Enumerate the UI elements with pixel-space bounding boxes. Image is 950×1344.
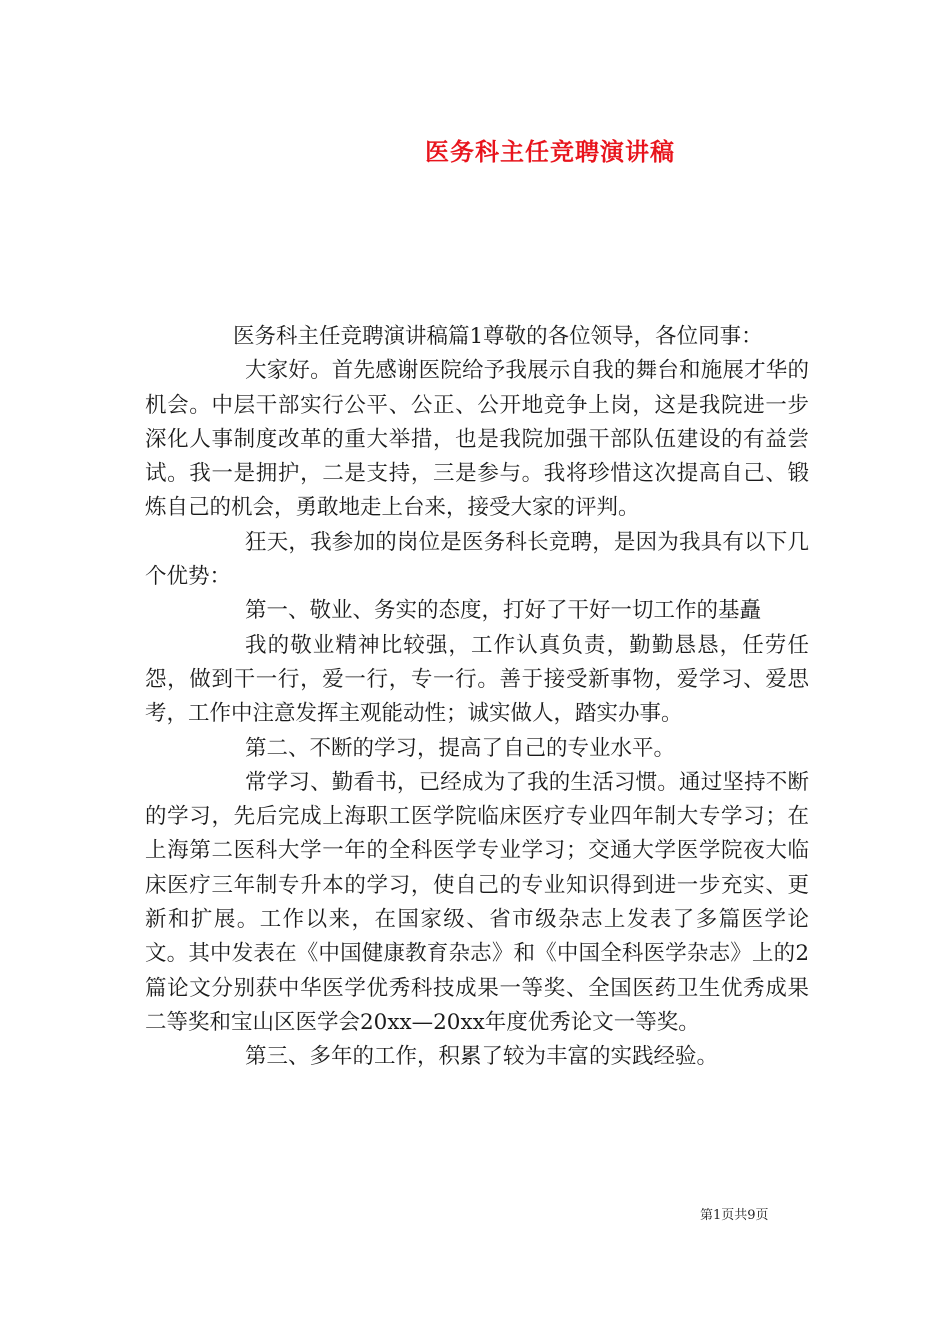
document-body — [145, 320, 809, 1075]
paragraph: 第三、多年的工作，积累了较为丰富的实践经验。 — [245, 1044, 719, 1070]
paragraph: 医务科主任竞聘演讲稿篇1尊敬的各位领导，各位同事： — [233, 324, 763, 349]
paragraph: 我的敬业精神比较强，工作认真负责，勤勤恳恳，任劳任怨，做到干一行，爱一行，专一行。善于接受新事物，爱学习、爱思考，工作中注意发挥主观能动性；诚实做人，踏实办事。 — [145, 632, 809, 727]
page-number: 第1页共9页 — [700, 1208, 769, 1223]
paragraph: 大家好。首先感谢医院给予我展示自我的舞台和施展才华的机会。中层干部实行公平、公正、公开地竞争上岗，这是我院进一步深化人事制度改革的重大举措，也是我院加强干部队伍建设的有益尝试。我一是拥护，二是支持，三是参与。我将珍惜这次提高自己、锻炼自己的机会，勇敢地走上台来，接受大家的评判。 — [145, 358, 809, 521]
paragraph: 第二、不断的学习，提高了自己的专业水平。 — [245, 735, 676, 761]
paragraph: 常学习、勤看书，已经成为了我的生活习惯。通过坚持不断的学习，先后完成上海职工医学院临床医疗专业四年制大专学习；在上海第二医科大学一年的全科医学专业学习；交通大学医学院夜大临床医疗三年制专升本的学习，使自己的专业知识得到进一步充实、更新和扩展。工作以来，在国家级、省市级杂志上发表了多篇医学论文。其中发表在《中国健康教育杂志》和《中国全科医学杂志》上的2篇论文分别获中华医学优秀科技成果一等奖、全国医药卫生优秀成果二等奖和宝山区医学会20xx—20xx年度优秀论文一等奖。 — [145, 769, 809, 1035]
paragraph: 第一、敬业、务实的态度，打好了干好一切工作的基矗 — [245, 598, 762, 624]
document-title: 医务科主任竞聘演讲稿 — [425, 137, 675, 166]
paragraph: 狂天，我参加的岗位是医务科长竞聘，是因为我具有以下几个优势： — [145, 529, 809, 590]
